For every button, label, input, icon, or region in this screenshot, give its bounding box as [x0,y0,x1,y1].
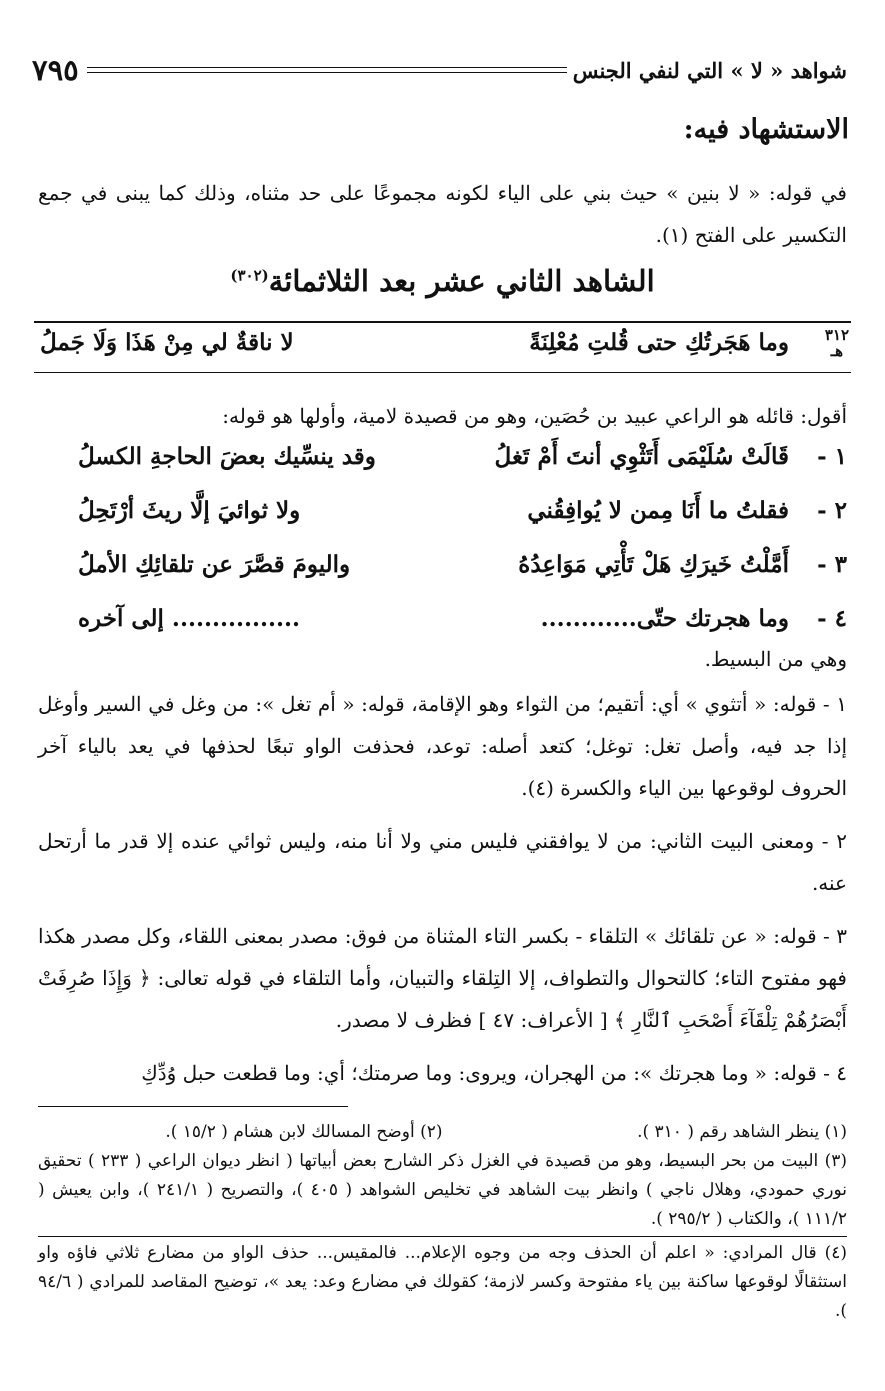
verse-number-digits: ٣١٢ [824,326,849,344]
poem-hemistich-first: أَمَّلْتُ خَيرَكِ هَلْ تَأْتِي مَوَاعِدُهُ [518,551,789,578]
footnote-divider [38,1236,847,1237]
poem-line [38,545,847,599]
section-heading: الاستشهاد فيه: [683,114,849,145]
footnotes [38,1118,847,1326]
poem-hemistich-second: وقد ينسِّيك بعضَ الحاجةِ الكسلُ [78,443,376,470]
explanation-3: ٣ - قوله: « عن تلقائك » التلقاء - بكسر التاء المثناة من فوق: مصدر بمعنى اللقاء، وكل مصدر هكذا فهو مفتوح التاء؛ كالتحوال والتطواف، إلا التِلقاء والتبيان، وأما التلقاء في قوله تعالى: ﴿ وَإِذَا صُرِفَتْ أَبْصَرُهُمْ تِلْقَآءَ أَصْحَبِ ٱلنَّارِ ﴾ [ الأعراف: ٤٧ ] فظرف لا مصدر. [38,924,847,1032]
witness-verse [34,321,851,373]
poem-hemistich-first: وما هجرتك حتّى............ [540,605,789,632]
footnote-3: (٣) البيت من بحر البسيط، وهو من قصيدة في الغزل ذكر الشارح بعض أبياتها ( انظر ديوان الراعي ( ٢٣٣ ) تحقيق نوري حمودي، وهلال ناجي ) وانظر بيت الشاهد في تخليص الشواهد ( ٤٠٥ )، والتصريح ( ٢٤١/١ )، وابن يعيش ( ١١١/٢ )، والكتاب ( ٢٩٥/٢ ). [38,1151,848,1229]
witness-ref: (٣٠٢) [230,266,269,285]
intro-paragraph: في قوله: « لا بنين » حيث بني على الياء لكونه مجموعًا على حد مثناه، وذلك كما يبنى في جمع التكسير على الفتح (١). [38,181,847,247]
explanation-1: ١ - قوله: « أتثوي » أي: أتقيم؛ من الثواء وهو الإقامة، قوله: « أم تغل »: من وغل في السير وأوغل إذا جد فيه، وأصل تغل: توغل؛ كتعد أصله: توعد، فحذفت الواو تبعًا لحذفها في يعد بالياء آخر الحروف لوقوعها بين الياء والكسرة (٤). [38,692,847,800]
verse-number [825,327,849,359]
witness-title-text: الشاهد الثاني عشر بعد الثلاثمائة [268,264,655,298]
poem-hemistich-first: فقلتُ ما أَنَا مِمن لا يُوافِقُني [527,497,789,524]
poem-hemistich-second: واليومَ قصَّرَ عن تلقائِكِ الأملُ [78,551,351,578]
page-number: ٧٩٥ [32,53,79,87]
poem-hemistich-second: ولا ثوائيَ إلَّا ريثَ أرْتَحِلُ [78,497,301,524]
footnote-2: (٢) أوضح المسالك لابن هشام ( ١٥/٢ ). [165,1122,443,1142]
poem-hemistich-first: قَالَتْ سُلَيْمَى أَتَثْوِي أنتَ أَمْ تَغلُ [494,443,789,470]
poem-line-number: ١ - [817,443,847,470]
poem-line-number: ٣ - [817,551,847,578]
explanation-4: ٤ - قوله: « وما هجرتك »: من الهجران، ويروى: وما صرمتك؛ أي: وما قطعت حبل وُدِّكِ [141,1061,847,1085]
footnote-rule [38,1106,348,1107]
footnote-row [38,1118,847,1147]
footnote-4: (٤) قال المرادي: « اعلم أن الحذف وجه من وجوه الإعلام... فالمقيس... حذف الواو من مضارع ثلاثي فاؤه واو استثقالًا لوقوعها ساكنة بين ياء مفتوحة وكسر لازمة؛ كقولك في مضارع وعد: يعد »، توضيح المقاصد للمرادي ( ٩٤/٦ ). [38,1243,847,1321]
meter-note: وهي من البسيط. [704,647,847,671]
verse-number-mark: هـ [830,342,844,360]
header-rule [87,67,567,73]
poem-line-number: ٢ - [817,497,847,524]
poem-line [38,437,847,491]
poem [38,437,847,653]
aqul-paragraph: أقول: قائله هو الراعي عبيد بن حُصَين، وهو من قصيدة لامية، وأولها هو قوله: [222,404,847,428]
poem-hemistich-second: ................ إلى آخره [78,605,301,632]
hemistich-first: وما هَجَرتُكِ حتى قُلتِ مُعْلِنَةً [529,329,789,356]
running-header [32,48,847,92]
poem-line [38,491,847,545]
explanation-2: ٢ - ومعنى البيت الثاني: من لا يوافقني فليس مني ولا أنا منه، وليس ثوائي عنده إلا قدر ما أرتحل عنه. [38,829,847,895]
running-title: شواهد « لا » التي لنفي الجنس [572,57,847,83]
footnote-1: (١) ينظر الشاهد رقم ( ٣١٠ ). [637,1122,847,1142]
witness-title [0,264,885,298]
poem-line-number: ٤ - [817,605,847,632]
hemistich-second: لا ناقةٌ لي مِنْ هَذَا وَلَا جَملُ [40,329,294,356]
